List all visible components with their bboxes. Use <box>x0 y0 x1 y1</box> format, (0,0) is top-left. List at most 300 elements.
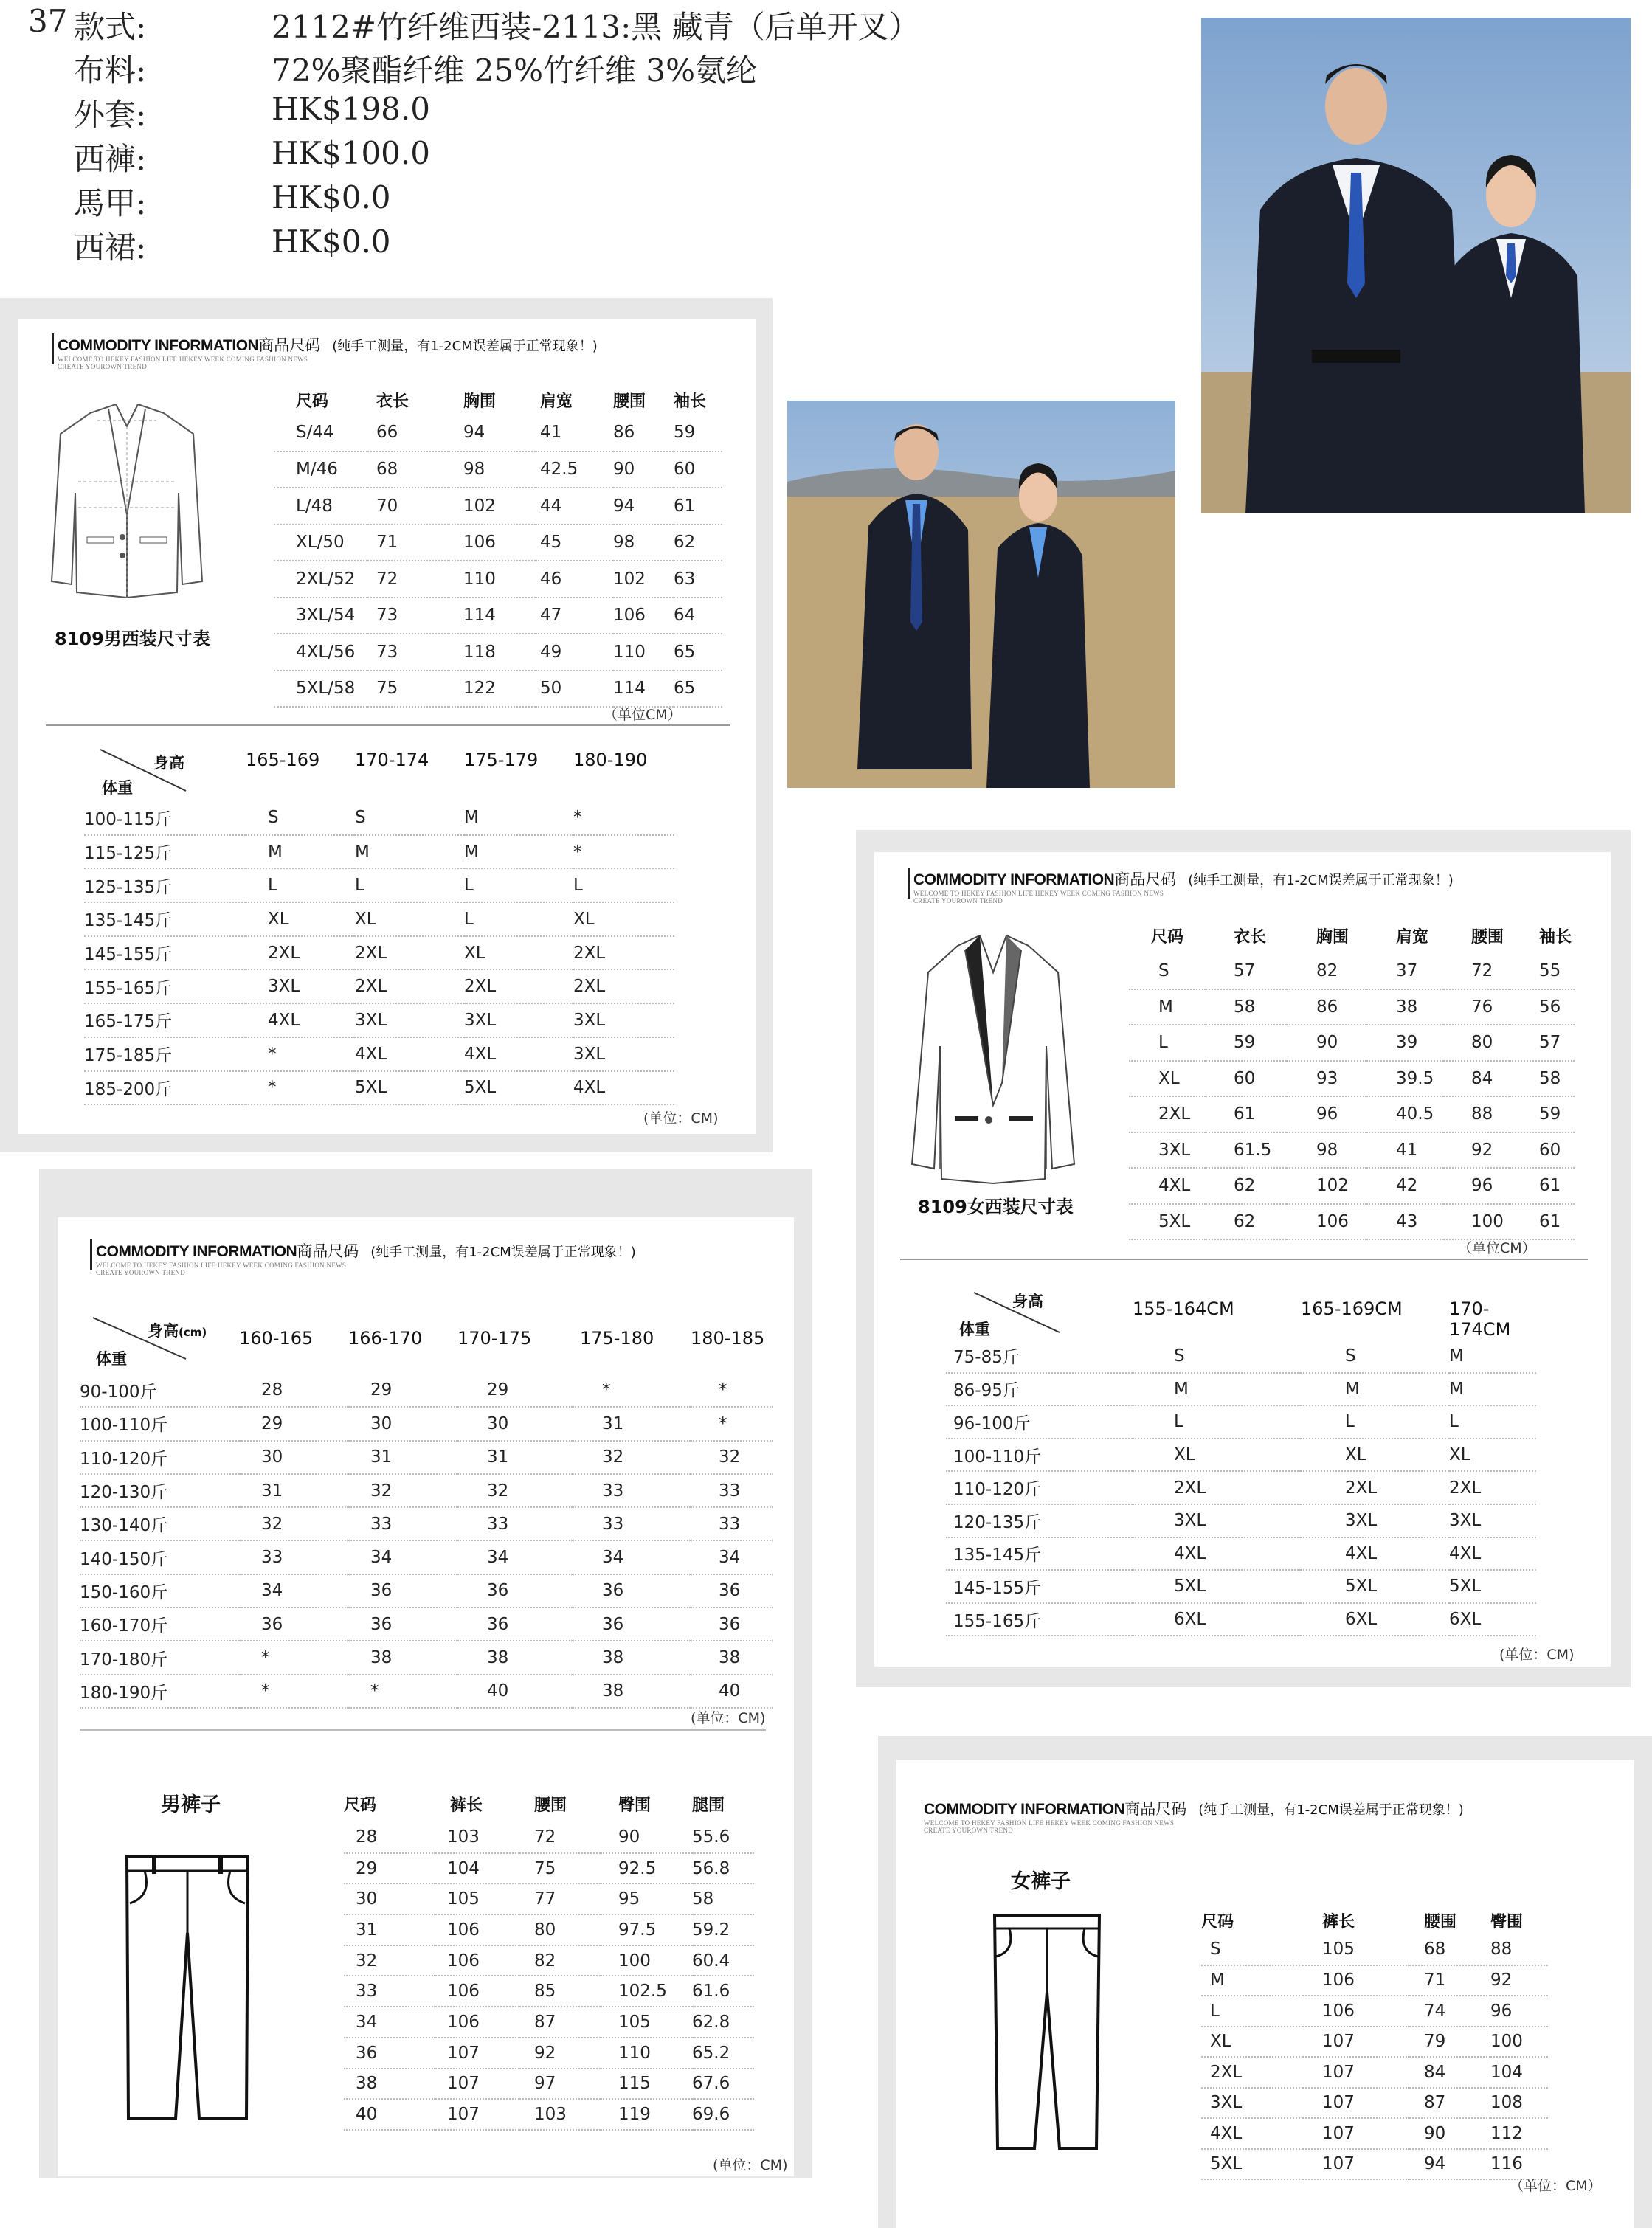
table-cell: * <box>691 1374 773 1407</box>
table-row <box>344 1883 754 1914</box>
table-cell: 74 <box>1409 1996 1490 2027</box>
table-cell: * <box>239 1675 348 1708</box>
table-cell: 33 <box>239 1540 348 1574</box>
men-pants-caption: 男裤子 <box>161 1793 221 1816</box>
table-cell: 56.8 <box>692 1853 754 1884</box>
table-cell: 90 <box>1409 2118 1490 2149</box>
ci-title-cn: 商品尺码 <box>1124 1800 1187 1818</box>
row-label-cell: 150-160斤 <box>80 1574 239 1608</box>
table-cell: 77 <box>519 1883 601 1914</box>
table-cell: 33 <box>691 1474 773 1507</box>
table-row <box>1201 1965 1548 1996</box>
row-label-cell: 155-165斤 <box>84 969 246 1003</box>
table-row <box>1129 1132 1575 1169</box>
column-header: 衣长 <box>376 392 409 411</box>
divider <box>900 1259 1588 1260</box>
table-row <box>946 1373 1536 1406</box>
table-row <box>1129 1204 1575 1240</box>
row-label-cell: XL/50 <box>274 525 367 561</box>
table-cell: 86 <box>1287 989 1366 1025</box>
table-cell: 36 <box>457 1574 573 1608</box>
table-cell: 5XL <box>355 1071 464 1105</box>
table-cell: M <box>246 835 355 869</box>
column-header: 尺码 <box>296 392 329 411</box>
table-row <box>1129 953 1575 989</box>
row-label-cell: 30 <box>344 1883 435 1914</box>
divider <box>80 1729 766 1731</box>
table-cell: XL <box>246 902 355 936</box>
table-cell: 3XL <box>1301 1504 1449 1537</box>
women-jacket-diagram <box>906 935 1079 1186</box>
table-cell: 2XL <box>573 969 674 1003</box>
table-cell: 49 <box>536 634 613 671</box>
couple-in-suits-illustration <box>1201 18 1631 513</box>
row-label-cell: 160-170斤 <box>80 1608 239 1641</box>
ci-sub2: CREATE YOUROWN TREND <box>924 1827 1013 1834</box>
table-cell: 94 <box>449 415 536 452</box>
table-cell: 118 <box>449 634 536 671</box>
table-cell: * <box>691 1407 773 1440</box>
table-cell: 107 <box>435 2038 519 2069</box>
table-cell: 108 <box>1490 2088 1548 2119</box>
column-header: 165-169CM <box>1301 1298 1403 1319</box>
table-cell: 72 <box>367 561 449 598</box>
table-cell: M <box>1301 1373 1449 1406</box>
table-cell: 36 <box>691 1574 773 1608</box>
row-label-cell: S <box>1129 953 1206 989</box>
row-label-cell: 135-145斤 <box>946 1537 1133 1571</box>
table-cell: 107 <box>1303 2149 1409 2180</box>
table-row <box>344 2038 754 2069</box>
table-row <box>1129 989 1575 1025</box>
table-cell: 4XL <box>355 1037 464 1071</box>
header-label: 外套: <box>74 97 147 133</box>
table-cell: 32 <box>457 1474 573 1507</box>
table-cell: L <box>464 868 573 902</box>
column-header: 155-164CM <box>1133 1298 1234 1319</box>
row-label-cell: 31 <box>344 1914 435 1945</box>
table-cell: 104 <box>1490 2057 1548 2088</box>
header-label: 馬甲: <box>74 185 147 221</box>
table-cell: M <box>464 835 573 869</box>
table-row <box>344 2007 754 2038</box>
table-cell: 92 <box>519 2038 601 2069</box>
table-cell: L <box>1449 1405 1536 1439</box>
table-cell: 36 <box>573 1574 691 1608</box>
table-cell: 106 <box>1303 1996 1409 2027</box>
table-row <box>80 1540 773 1574</box>
table-cell: 38 <box>457 1641 573 1674</box>
table-cell: 90 <box>613 452 674 488</box>
table-cell: 100 <box>1490 2027 1548 2058</box>
table-row <box>274 488 722 525</box>
table-cell: XL <box>1449 1439 1536 1472</box>
column-header: 裤长 <box>450 1796 483 1815</box>
table-row <box>946 1603 1536 1636</box>
table-cell: 41 <box>1366 1132 1443 1169</box>
column-header: 170-175 <box>457 1328 532 1349</box>
table-cell: 4XL <box>1301 1537 1449 1571</box>
table-cell: 32 <box>573 1441 691 1474</box>
column-header: 裤长 <box>1322 1912 1355 1931</box>
table-cell: 90 <box>1287 1025 1366 1061</box>
table-cell: 5XL <box>1301 1570 1449 1603</box>
row-label-cell: 40 <box>344 2099 435 2130</box>
row-label-cell: 100-110斤 <box>946 1439 1133 1472</box>
table-cell: 98 <box>613 525 674 561</box>
corner-spacer <box>84 750 246 801</box>
table-cell: 32 <box>348 1474 457 1507</box>
table-cell: 32 <box>239 1507 348 1540</box>
table-cell: 2XL <box>1449 1471 1536 1504</box>
row-label-cell: 3XL/54 <box>274 598 367 634</box>
table-cell: * <box>239 1641 348 1674</box>
table-cell: 106 <box>1287 1204 1366 1240</box>
table-cell: 33 <box>573 1474 691 1507</box>
table-cell: 106 <box>613 598 674 634</box>
table-row <box>946 1340 1536 1373</box>
header-value: HK$100.0 <box>272 135 430 171</box>
table-cell: 102 <box>449 488 536 525</box>
table-cell: M <box>1449 1340 1536 1373</box>
table-cell: 76 <box>1443 989 1510 1025</box>
ci-sub1: WELCOME TO HEKEY FASHION LIFE HEKEY WEEK COMING FASHION NEWS <box>913 890 1164 897</box>
table-row <box>80 1507 773 1540</box>
table-cell: 105 <box>435 1883 519 1914</box>
table-cell: 100 <box>1443 1204 1510 1240</box>
table-cell: 31 <box>239 1474 348 1507</box>
women-jacket-caption: 8109女西装尺寸表 <box>918 1197 1074 1217</box>
row-label-cell: 155-165斤 <box>946 1603 1133 1636</box>
table-cell: 80 <box>1443 1025 1510 1061</box>
table-cell: 107 <box>435 2099 519 2130</box>
row-label-cell: L <box>1201 1996 1303 2027</box>
table-cell: 61.5 <box>1206 1132 1287 1169</box>
table-cell: 106 <box>435 1945 519 1976</box>
column-header: 腰围 <box>534 1796 567 1815</box>
table-cell: 65 <box>674 634 722 671</box>
table-cell: 41 <box>536 415 613 452</box>
men-pants-unit: (单位：CM) <box>713 2157 788 2173</box>
ci-sub2: CREATE YOUROWN TREND <box>913 897 1003 904</box>
table-row <box>84 969 674 1003</box>
table-row <box>84 902 674 936</box>
table-cell: 37 <box>1366 953 1443 989</box>
table-cell: * <box>573 1374 691 1407</box>
table-row <box>344 1976 754 2007</box>
row-label-cell: 5XL <box>1201 2149 1303 2180</box>
ci-title-en: COMMODITY INFORMATION <box>96 1243 297 1260</box>
table-row <box>84 1037 674 1071</box>
row-label-cell: 28 <box>344 1822 435 1853</box>
table-cell: 59.2 <box>692 1914 754 1945</box>
table-row <box>1129 1025 1575 1061</box>
row-label-cell: 33 <box>344 1976 435 2007</box>
table-cell: 31 <box>573 1407 691 1440</box>
table-cell: 36 <box>239 1608 348 1641</box>
table-cell: 60 <box>1510 1132 1575 1169</box>
table-row <box>274 598 722 634</box>
women-jacket-fit-unit: (单位：CM) <box>1499 1647 1575 1663</box>
column-header: 尺码 <box>1201 1912 1234 1931</box>
table-cell: 65 <box>674 671 722 708</box>
item-number: 37 <box>28 3 68 39</box>
table-row <box>1129 1061 1575 1097</box>
table-row <box>946 1570 1536 1603</box>
table-cell: 4XL <box>246 1003 355 1037</box>
table-row <box>946 1504 1536 1537</box>
table-cell: 61 <box>1206 1096 1287 1132</box>
table-cell: 61 <box>1510 1168 1575 1204</box>
ci-title-cn: 商品尺码 <box>258 336 321 354</box>
ci-header-bar <box>52 333 54 364</box>
table-cell: 107 <box>1303 2027 1409 2058</box>
ci-title-en: COMMODITY INFORMATION <box>924 1801 1125 1818</box>
table-cell: 87 <box>519 2007 601 2038</box>
row-label-cell: S <box>1201 1934 1303 1965</box>
table-cell: 3XL <box>573 1037 674 1071</box>
men-pants-size-table <box>344 1785 754 2131</box>
table-row <box>84 936 674 970</box>
table-cell: 34 <box>573 1540 691 1574</box>
column-header: 胸围 <box>1316 927 1349 947</box>
table-row <box>344 2069 754 2100</box>
table-cell: 42 <box>1366 1168 1443 1204</box>
table-cell: L <box>573 868 674 902</box>
table-cell: 44 <box>536 488 613 525</box>
table-cell: 36 <box>573 1608 691 1641</box>
table-cell: 106 <box>435 2007 519 2038</box>
column-header: 180-190 <box>573 750 648 770</box>
table-cell: 62.8 <box>692 2007 754 2038</box>
table-row <box>84 835 674 869</box>
table-cell: 60.4 <box>692 1945 754 1976</box>
table-cell: 114 <box>449 598 536 634</box>
row-label-cell: 29 <box>344 1853 435 1884</box>
table-cell: 94 <box>613 488 674 525</box>
table-cell: 96 <box>1287 1096 1366 1132</box>
row-label-cell: M/46 <box>274 452 367 488</box>
ci-note: (纯手工测量，有1-2CM误差属于正常现象！) <box>370 1245 636 1260</box>
column-header: 袖长 <box>674 392 707 411</box>
table-cell: S <box>1301 1340 1449 1373</box>
table-cell: 2XL <box>355 969 464 1003</box>
table-cell: 33 <box>457 1507 573 1540</box>
table-cell: 36 <box>691 1608 773 1641</box>
table-cell: 31 <box>348 1441 457 1474</box>
table-cell: 3XL <box>355 1003 464 1037</box>
row-label-cell: 2XL <box>1129 1096 1206 1132</box>
corner-top-unit: (cm) <box>179 1326 207 1339</box>
table-cell: 103 <box>435 1822 519 1853</box>
men-jacket-caption: 8109男西装尺寸表 <box>55 629 210 649</box>
table-cell: XL <box>1133 1439 1301 1472</box>
table-cell: 62 <box>1206 1204 1287 1240</box>
table-cell: 47 <box>536 598 613 634</box>
table-cell: 62 <box>674 525 722 561</box>
table-cell: 30 <box>348 1407 457 1440</box>
table-cell: 100 <box>601 1945 692 1976</box>
table-cell: 33 <box>348 1507 457 1540</box>
table-cell: 66 <box>367 415 449 452</box>
table-cell: 59 <box>1510 1096 1575 1132</box>
row-label-cell: 4XL <box>1201 2118 1303 2149</box>
table-cell: 57 <box>1206 953 1287 989</box>
men-jacket-fit-table <box>84 750 674 1105</box>
ci-header <box>58 333 598 370</box>
ci-note: (纯手工测量，有1-2CM误差属于正常现象！) <box>1198 1802 1464 1818</box>
header-value: 2112#竹纤维西装-2113:黑 藏青（后单开叉） <box>272 9 920 45</box>
men-pants-fit-table <box>80 1328 773 1709</box>
table-cell: XL <box>464 936 573 970</box>
table-row <box>80 1641 773 1674</box>
table-cell: 38 <box>1366 989 1443 1025</box>
table-cell: XL <box>355 902 464 936</box>
table-cell: 30 <box>457 1407 573 1440</box>
row-label-cell: 36 <box>344 2038 435 2069</box>
table-cell: 94 <box>1409 2149 1490 2180</box>
table-cell: 32 <box>691 1441 773 1474</box>
table-cell: 104 <box>435 1853 519 1884</box>
table-cell: 84 <box>1443 1061 1510 1097</box>
row-label-cell: 120-130斤 <box>80 1474 239 1507</box>
table-cell: 110 <box>449 561 536 598</box>
table-cell: XL <box>1301 1439 1449 1472</box>
header-label: 西裙: <box>74 229 147 266</box>
header-label: 布料: <box>74 52 147 89</box>
column-header: 尺码 <box>344 1796 377 1815</box>
column-header: 肩宽 <box>540 392 573 411</box>
table-row <box>344 1853 754 1884</box>
table-cell: 56 <box>1510 989 1575 1025</box>
row-label-cell: 180-190斤 <box>80 1675 239 1708</box>
table-cell: 63 <box>674 561 722 598</box>
table-row <box>344 1822 754 1853</box>
divider <box>46 724 730 726</box>
table-cell: 106 <box>435 1914 519 1945</box>
table-cell: 70 <box>367 488 449 525</box>
ci-header <box>913 868 1454 904</box>
table-row <box>274 415 722 452</box>
corner-top-label: 身高 <box>153 754 184 772</box>
table-cell: 75 <box>367 671 449 708</box>
table-cell: 98 <box>1287 1132 1366 1169</box>
table-cell: 29 <box>457 1374 573 1407</box>
table-row <box>946 1537 1536 1571</box>
table-cell: 6XL <box>1301 1603 1449 1636</box>
column-header: 胸围 <box>463 392 497 411</box>
table-cell: 112 <box>1490 2118 1548 2149</box>
corner-bottom-label: 体重 <box>102 779 133 797</box>
table-row <box>84 801 674 835</box>
table-cell: 72 <box>519 1822 601 1853</box>
table-cell: S <box>355 801 464 835</box>
women-jacket-fit-table <box>946 1298 1536 1636</box>
women-pants-diagram <box>989 1911 1105 2154</box>
table-cell: 58 <box>692 1883 754 1914</box>
table-cell: 106 <box>435 1976 519 2007</box>
table-row <box>274 561 722 598</box>
table-cell: 3XL <box>573 1003 674 1037</box>
ci-title-en: COMMODITY INFORMATION <box>913 871 1115 888</box>
row-label-cell: 165-175斤 <box>84 1003 246 1037</box>
table-cell: 92 <box>1490 1965 1548 1996</box>
table-cell: 107 <box>1303 2088 1409 2119</box>
ci-title-cn: 商品尺码 <box>297 1242 359 1260</box>
table-cell: 3XL <box>246 969 355 1003</box>
ci-title-cn: 商品尺码 <box>1114 871 1177 888</box>
men-pants-fit-unit: (单位：CM) <box>691 1710 766 1726</box>
table-row <box>274 671 722 708</box>
table-cell: 88 <box>1443 1096 1510 1132</box>
row-label-cell: 90-100斤 <box>80 1374 239 1407</box>
table-cell: 28 <box>239 1374 348 1407</box>
row-label-cell: 145-155斤 <box>84 936 246 970</box>
table-row <box>946 1405 1536 1439</box>
row-label-cell: 145-155斤 <box>946 1570 1133 1603</box>
table-cell: 34 <box>239 1574 348 1608</box>
row-label-cell: 130-140斤 <box>80 1507 239 1540</box>
table-cell: 40 <box>691 1675 773 1708</box>
table-cell: 58 <box>1510 1061 1575 1097</box>
table-cell: 92 <box>1443 1132 1510 1169</box>
table-cell: 110 <box>601 2038 692 2069</box>
table-cell: 6XL <box>1133 1603 1301 1636</box>
men-jacket-size-table <box>274 385 722 708</box>
table-cell: 36 <box>348 1608 457 1641</box>
table-row <box>1129 1096 1575 1132</box>
table-cell: 107 <box>435 2069 519 2100</box>
table-cell: 98 <box>449 452 536 488</box>
table-cell: 40.5 <box>1366 1096 1443 1132</box>
table-cell: 105 <box>1303 1934 1409 1965</box>
row-label-cell: 3XL <box>1201 2088 1303 2119</box>
table-cell: M <box>1449 1373 1536 1406</box>
table-cell: 106 <box>449 525 536 561</box>
table-cell: 73 <box>367 634 449 671</box>
table-cell: XL <box>573 902 674 936</box>
table-cell: 88 <box>1490 1934 1548 1965</box>
table-row <box>1201 2149 1548 2180</box>
table-cell: 34 <box>457 1540 573 1574</box>
column-header: 165-169 <box>246 750 320 770</box>
table-cell: * <box>573 801 674 835</box>
corner-spacer <box>80 1328 239 1374</box>
table-cell: 80 <box>519 1914 601 1945</box>
header-value: HK$0.0 <box>272 224 391 260</box>
header-label: 西褲: <box>74 141 147 177</box>
ci-sub1: WELCOME TO HEKEY FASHION LIFE HEKEY WEEK COMING FASHION NEWS <box>58 356 308 363</box>
table-cell: * <box>348 1675 457 1708</box>
corner-bottom-label: 体重 <box>96 1350 127 1368</box>
table-cell: 65.2 <box>692 2038 754 2069</box>
table-cell: 2XL <box>573 936 674 970</box>
row-label-cell: 86-95斤 <box>946 1373 1133 1406</box>
table-cell: 115 <box>601 2069 692 2100</box>
table-row <box>1201 2118 1548 2149</box>
table-cell: 5XL <box>1133 1570 1301 1603</box>
table-cell: 110 <box>613 634 674 671</box>
table-cell: 84 <box>1409 2057 1490 2088</box>
table-cell: L <box>464 902 573 936</box>
column-header: 166-170 <box>348 1328 423 1349</box>
table-cell: 68 <box>1409 1934 1490 1965</box>
table-cell: 103 <box>519 2099 601 2130</box>
table-row <box>344 1914 754 1945</box>
column-header: 袖长 <box>1539 927 1572 947</box>
table-cell: 50 <box>536 671 613 708</box>
column-header: 衣长 <box>1234 927 1267 947</box>
